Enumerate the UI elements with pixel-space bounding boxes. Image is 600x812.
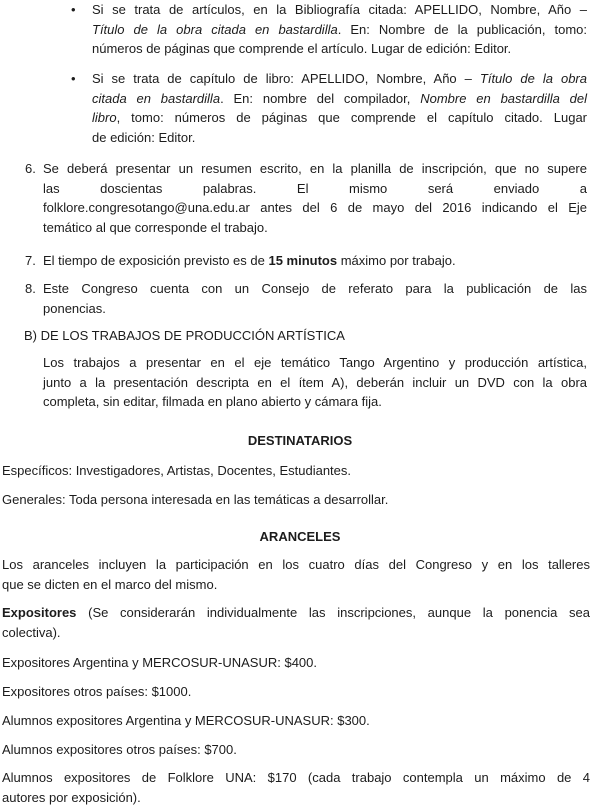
bullet-2-line-4: de edición: Editor. <box>92 129 196 145</box>
item-7-number: 7. <box>25 253 36 268</box>
bullet-marker: • <box>71 71 76 86</box>
bullet-1-line-2: . En: Nombre de la publicación, tomo: <box>337 21 587 37</box>
fee-alumnos-otros: Alumnos expositores otros países: $700. <box>2 742 237 757</box>
item-6-line-2: las doscientas palabras. El mismo será enviado a <box>43 180 587 196</box>
bullet-2-italic-2: citada en bastardilla <box>92 90 221 106</box>
fee-expositores-argentina: Expositores Argentina y MERCOSUR-UNASUR: $400. <box>2 655 318 670</box>
fee-folklore-line-2: autores por exposición). <box>2 789 141 805</box>
item-8-line-2: ponencias. <box>43 300 106 316</box>
expositores-note <box>2 603 590 642</box>
item-6-number: 6. <box>25 161 36 176</box>
item-7-text <box>43 251 587 271</box>
section-b-line-2: junto a la presentación descripta en el ítem A), deberán incluir un DVD con la obra <box>43 374 587 390</box>
item-6-line-4: temático al que corresponde el trabajo. <box>43 219 268 235</box>
expositores-label: Expositores <box>2 605 77 620</box>
aranceles-intro-line-1: Los aranceles incluyen la participación en los cuatro días del Congreso y en los talleres <box>2 557 590 572</box>
bullet-2-italic-1: Título de la obra <box>479 71 587 86</box>
section-b-line-3: completa, sin editar, filmada en plano abierto y cámara fija. <box>43 394 382 409</box>
fee-alumnos-argentina: Alumnos expositores Argentina y MERCOSUR-UNASUR: $300. <box>2 713 370 728</box>
section-b-body <box>43 353 587 412</box>
bullet-item-chapter <box>92 69 587 147</box>
destinatarios-especificos: Específicos: Investigadores, Artistas, Docentes, Estudiantes. <box>2 463 352 478</box>
item-7-pre: El tiempo de exposición previsto es de <box>43 253 269 268</box>
fee-expositores-otros: Expositores otros países: $1000. <box>2 684 192 699</box>
bullet-1-italic-title: Título de la obra citada en bastardilla <box>92 21 338 37</box>
bullet-2-line-2: . En: nombre del compilador, <box>220 90 421 106</box>
bullet-marker: • <box>71 2 76 17</box>
item-8-text <box>43 279 587 318</box>
fee-folklore-line-1: Alumnos expositores de Folklore UNA: $170 (cada trabajo contempla un máximo de 4 <box>2 770 590 785</box>
aranceles-intro <box>2 555 590 594</box>
item-8-line-1: Este Congreso cuenta con un Consejo de referato para la publicación de las <box>43 281 587 296</box>
aranceles-heading: ARANCELES <box>259 529 341 544</box>
fee-alumnos-folklore-una <box>2 768 590 807</box>
bullet-2-italic-3: Nombre en bastardilla del <box>420 90 587 106</box>
expositores-note-line-2: colectiva). <box>2 624 61 640</box>
bullet-2-line-3: , tomo: números de páginas que comprende el capítulo citado. Lugar <box>116 110 587 125</box>
bullet-1-line-1: Si se trata de artículos, en la Bibliografía citada: APELLIDO, Nombre, Año – <box>92 2 587 17</box>
item-6-line-3: folklore.congresotango@una.edu.ar antes del 6 de mayo del 2016 indicando el Eje <box>43 200 587 215</box>
destinatarios-heading: DESTINATARIOS <box>247 433 353 448</box>
item-7-post: máximo por trabajo. <box>337 253 456 268</box>
item-8-number: 8. <box>25 281 36 296</box>
bullet-item-articles <box>92 0 587 59</box>
section-b-title: B) DE LOS TRABAJOS DE PRODUCCIÓN ARTÍSTICA <box>24 328 345 343</box>
item-7-bold-time: 15 minutos <box>268 253 338 268</box>
bullet-2-italic-4: libro <box>92 110 117 125</box>
bullet-2-line-1: Si se trata de capítulo de libro: APELLIDO, Nombre, Año – <box>92 71 480 86</box>
section-b-line-1: Los trabajos a presentar en el eje temático Tango Argentino y producción artística, <box>43 355 587 370</box>
bullet-1-line-3: números de páginas que comprende el artículo. Lugar de edición: Editor. <box>92 41 512 56</box>
destinatarios-generales: Generales: Toda persona interesada en las temáticas a desarrollar. <box>2 492 389 507</box>
item-6-text <box>43 159 587 237</box>
aranceles-intro-line-2: que se dicten en el marco del mismo. <box>2 576 218 592</box>
item-6-line-1: Se deberá presentar un resumen escrito, en la planilla de inscripción, que no supere <box>43 161 587 176</box>
expositores-note-line-1: (Se considerarán individualmente las inscripciones, aunque la ponencia sea <box>76 605 590 620</box>
